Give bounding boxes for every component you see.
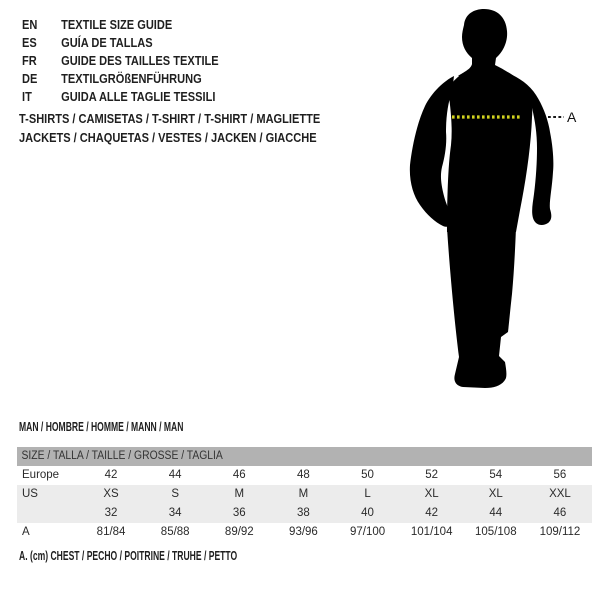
size-value: XL	[424, 488, 439, 500]
size-value: 50	[361, 469, 374, 481]
size-value: 48	[297, 469, 310, 481]
language-title: GUÍA DE TALLAS	[61, 35, 153, 50]
size-value: 42	[425, 507, 439, 519]
language-row	[22, 16, 219, 34]
table-row-chest-cm	[17, 523, 592, 542]
size-value: 56	[553, 469, 567, 481]
size-value: 46	[553, 507, 567, 519]
measurement-footnote: A. (cm) CHEST / PECHO / POITRINE / TRUHE / PETTO	[19, 548, 238, 563]
man-head	[458, 9, 512, 76]
size-value: 101/104	[410, 526, 453, 538]
size-value: S	[171, 488, 180, 500]
category-line-jackets: JACKETS / CHAQUETAS / VESTES / JACKEN / GIACCHE	[19, 129, 317, 145]
row-label: A	[22, 526, 30, 538]
table-row-europe	[17, 466, 592, 485]
size-value: 93/96	[289, 526, 318, 538]
size-value: XL	[488, 488, 503, 500]
size-value: 97/100	[349, 526, 386, 538]
size-value: XXL	[549, 488, 571, 500]
language-title: GUIDE DES TAILLES TEXTILE	[61, 53, 219, 68]
size-value: XS	[103, 488, 119, 500]
row-label	[17, 504, 79, 523]
language-row	[22, 88, 219, 106]
size-value: M	[234, 488, 245, 500]
category-line-tshirts: T-SHIRTS / CAMISETAS / T-SHIRT / T-SHIRT / MAGLIETTE	[19, 111, 321, 126]
row-label: Europe	[22, 469, 60, 481]
size-value: 89/92	[224, 526, 254, 538]
size-value: M	[298, 488, 309, 500]
language-row	[22, 52, 219, 70]
table-row-us-letters	[17, 485, 592, 504]
man-torso	[447, 66, 532, 232]
section-title-man: MAN / HOMBRE / HOMME / MANN / MAN	[19, 419, 184, 434]
size-value: 38	[297, 507, 310, 519]
man-legs	[447, 228, 516, 388]
size-value: 81/84	[96, 526, 126, 538]
language-row	[22, 70, 219, 88]
language-title: TEXTILGRÖßENFÜHRUNG	[61, 71, 202, 86]
language-row	[22, 34, 219, 52]
size-table	[17, 447, 592, 542]
size-value: 44	[168, 469, 182, 481]
size-value: 44	[489, 507, 503, 519]
size-value: L	[364, 488, 371, 500]
language-code: EN	[22, 17, 38, 32]
size-value: 34	[168, 507, 182, 519]
language-title: GUIDA ALLE TAGLIE TESSILI	[61, 89, 216, 104]
measure-label: A	[567, 109, 577, 125]
size-value: 40	[361, 507, 374, 519]
row-label: US	[22, 488, 38, 500]
size-value: 52	[425, 469, 439, 481]
man-silhouette	[402, 4, 600, 396]
size-value: 54	[489, 469, 503, 481]
language-code: IT	[22, 89, 32, 104]
garment-categories	[19, 110, 320, 147]
size-value: 85/88	[160, 526, 190, 538]
size-value: 105/108	[475, 526, 517, 538]
size-value: 109/112	[539, 526, 581, 538]
size-value: 32	[104, 507, 118, 519]
language-code: ES	[22, 35, 37, 50]
table-row-us-numbers	[17, 504, 592, 523]
language-guide-list	[22, 16, 219, 106]
language-code: FR	[22, 53, 37, 68]
language-code: DE	[22, 71, 38, 86]
size-value: 46	[232, 469, 246, 481]
size-table-header	[17, 447, 592, 466]
size-value: 42	[104, 469, 118, 481]
size-value: 36	[232, 507, 246, 519]
size-table-header-label: SIZE / TALLA / TAILLE / GRÖSSE / TAGLIA	[21, 450, 223, 462]
language-title: TEXTILE SIZE GUIDE	[61, 17, 173, 32]
